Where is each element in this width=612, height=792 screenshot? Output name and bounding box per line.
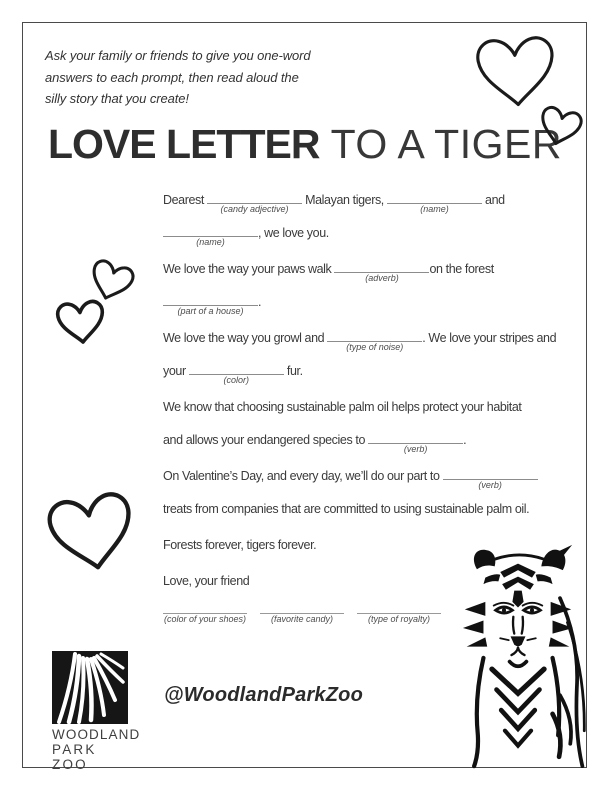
logo-text-woodland: WOODLAND [52,727,141,742]
letter-text: on the forest [429,262,494,276]
blank-hint-label: (color) [223,375,250,385]
blank-hint-label: (name) [420,204,449,214]
fill-in-blank [334,259,429,283]
letter-paragraph [163,391,593,457]
letter-text: On Valentine’s Day, and every day, we’ll do our part to [163,469,443,483]
letter-text: . [463,433,467,447]
zebra-stripes-icon [52,651,128,724]
letter-text: treats from companies that are committed to using sustainable palm oil. [163,502,530,516]
letter-text: We love the way you growl and [163,331,328,345]
fill-in-blank [207,190,302,214]
letter-text: your [163,364,189,378]
letter-paragraph [163,322,593,388]
letter-text: , we love you. [258,226,329,240]
page-title [48,121,562,168]
fill-in-blank [163,223,258,247]
intro-text [45,45,345,110]
fill-in-blank [163,601,247,624]
heart-icon [35,478,150,588]
signature-blanks-row [163,601,454,624]
intro-line: answers to each prompt, then read aloud the [45,69,299,85]
blank-hint-label: (part of a house) [177,306,244,316]
fill-in-blank [163,292,258,316]
blank-hint-label: (color of your shoes) [163,614,247,624]
letter-text: We know that choosing sustainable palm oil helps protect your habitat [163,400,522,414]
letter-text: and [481,193,505,207]
letter-body [163,184,593,601]
fill-in-blank [357,601,441,624]
blank-hint-label: (verb) [403,444,428,454]
blank-hint-label: (candy adjective) [220,204,289,214]
fill-in-blank [260,601,344,624]
heart-icon [50,293,111,352]
letter-text: . We love your stripes and [422,331,557,345]
letter-text: . [258,295,262,309]
intro-line: Ask your family or friends to give you one-word [45,48,311,63]
fill-in-blank [327,328,422,352]
blank-hint-label: (verb) [478,480,502,490]
fill-in-blank [443,466,538,490]
fill-in-blank [189,361,284,385]
letter-paragraph [163,253,593,319]
title-bold-text: LOVE LETTER [48,121,320,167]
blank-hint-label: (adverb) [365,273,399,283]
fill-in-blank [368,430,463,454]
logo-text-park-zoo: PARK ZOO [52,742,97,772]
letter-text: Love, your friend [163,574,250,588]
fill-in-blank [387,190,482,214]
blank-hint-label: (name) [196,237,225,247]
letter-paragraph [163,460,593,526]
tiger-illustration [448,543,588,769]
woodland-park-zoo-logo [52,651,141,772]
letter-text: We love the way your paws walk [163,262,335,276]
social-handle: @WoodlandParkZoo [164,684,364,706]
letter-text: and allows your endangered species to [163,433,369,447]
blank-hint-label: (favorite candy) [270,614,334,624]
letter-paragraph [163,184,593,250]
intro-line: silly story that you create! [45,91,189,106]
letter-text: Dearest [163,193,208,207]
letter-text: Malayan tigers, [302,193,387,207]
title-light-text: TO A TIGER [319,121,562,167]
letter-text: Forests forever, tigers forever. [163,538,317,552]
blank-hint-label: (type of noise) [346,342,404,352]
letter-text: fur. [283,364,303,378]
blank-hint-label: (type of royalty) [367,614,431,624]
